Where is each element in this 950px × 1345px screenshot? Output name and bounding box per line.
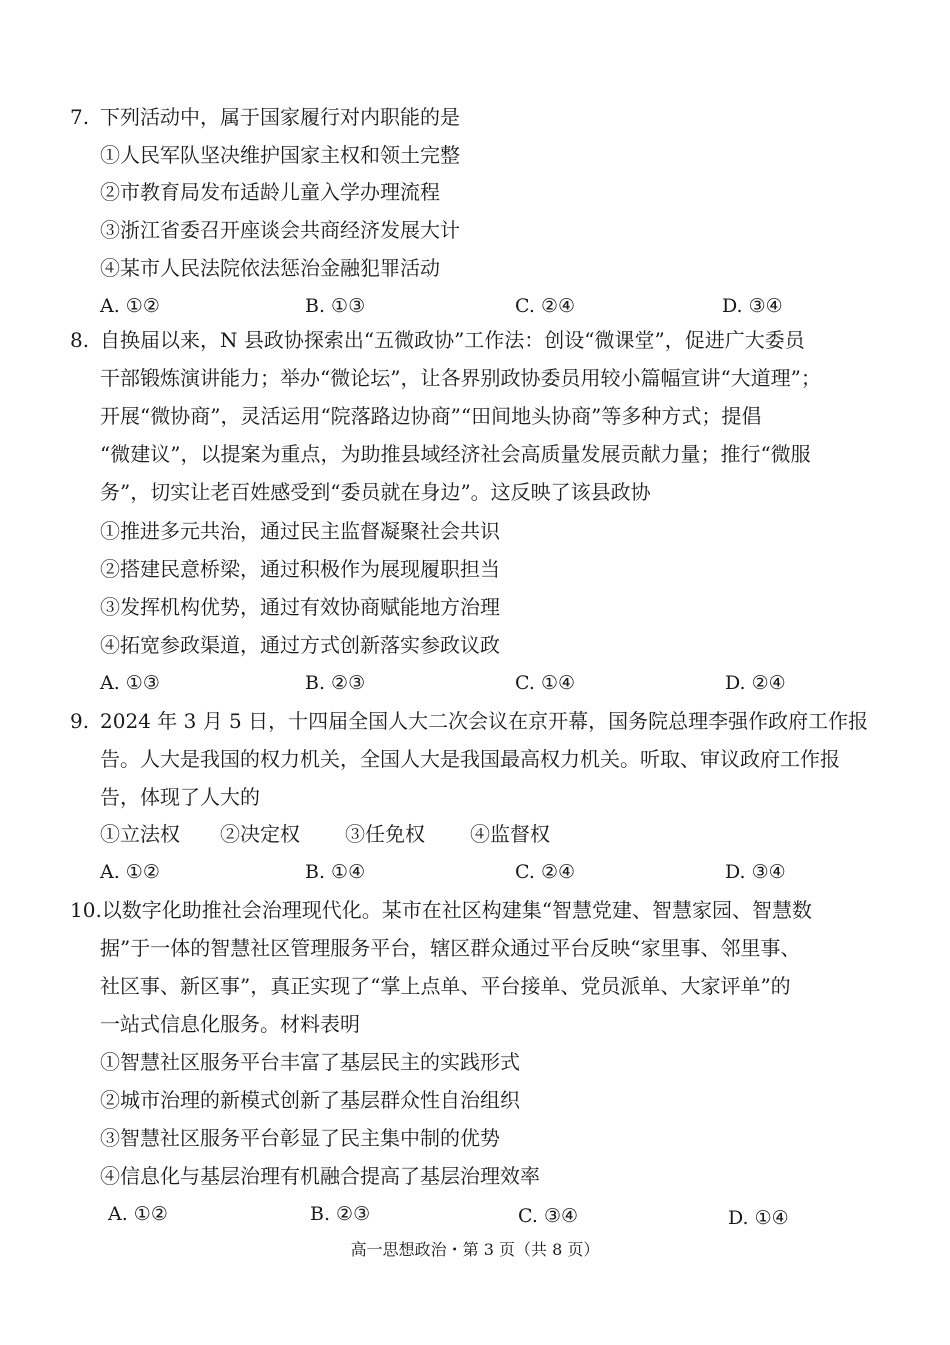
question-9-option-2: ②决定权 [220,822,300,846]
question-10-number: 10. [70,898,102,922]
question-8-number: 8. [70,328,90,352]
question-7-line-1 [70,98,880,136]
question-8-line-2: 干部锻炼演讲能力；举办“微论坛”，让各界别政协委员用较小篇幅宣讲“大道理”； [100,366,821,390]
question-8-option-1: ①推进多元共治，通过民主监督凝聚社会共识 [100,519,500,543]
question-7-choice-b: B. ①③ [305,295,366,317]
question-8-option-3: ③发挥机构优势，通过有效协商赋能地方治理 [100,595,500,619]
question-10-line-4: 一站式信息化服务。材料表明 [100,1012,360,1036]
question-8-option-2: ②搭建民意桥梁，通过积极作为展现履职担当 [100,557,500,581]
question-7-option-2: ②市教育局发布适龄儿童入学办理流程 [100,180,440,204]
question-8-choice-a: A. ①③ [100,672,160,694]
question-9-choice-b: B. ①④ [305,861,366,883]
question-9-line-2: 告。人大是我国的权力机关，全国人大是我国最高权力机关。听取、审议政府工作报 [100,747,840,771]
question-10-choice-d: D. ①④ [728,1207,789,1229]
question-10-choice-a: A. ①② [108,1203,168,1225]
question-9-option-3: ③任免权 [345,822,425,846]
question-10-choice-c: C. ③④ [518,1205,579,1227]
question-9-stem [70,702,880,816]
question-10-line-3: 社区事、新区事”，真正实现了“掌上点单、平台接单、党员派单、大家评单”的 [100,974,791,998]
question-8-option-4: ④拓宽参政渠道，通过方式创新落实参政议政 [100,633,500,657]
question-8-choice-b: B. ②③ [305,672,366,694]
question-7-option-3: ③浙江省委召开座谈会共商经济发展大计 [100,218,460,242]
question-10-option-2: ②城市治理的新模式创新了基层群众性自治组织 [100,1088,520,1112]
question-10-stem [70,891,880,1043]
question-8-choice-d: D. ②④ [725,672,786,694]
question-7-option-1: ①人民军队坚决维护国家主权和领土完整 [100,143,460,167]
question-9-option-1: ①立法权 [100,822,180,846]
question-9-choice-d: D. ③④ [725,861,786,883]
question-8-line-1 [70,321,880,359]
page-footer: 高一思想政治・第 3 页（共 8 页） [350,1240,600,1259]
question-10-option-3: ③智慧社区服务平台彰显了民主集中制的优势 [100,1126,500,1150]
question-10-choice-b: B. ②③ [310,1203,371,1225]
question-9-text-1: 2024 年 3 月 5 日，十四届全国人大二次会议在京开幕，国务院总理李强作政府工作报 [100,709,869,733]
question-9-option-4: ④监督权 [470,822,550,846]
question-10-text-1: 以数字化助推社会治理现代化。某市在社区构建集“智慧党建、智慧家园、智慧数 [101,898,813,922]
question-8-text-1: 自换届以来，N 县政协探索出“五微政协”工作法：创设“微课堂”，促进广大委员 [100,328,805,352]
question-10-option-1: ①智慧社区服务平台丰富了基层民主的实践形式 [100,1050,520,1074]
question-7-text: 下列活动中，属于国家履行对内职能的是 [100,105,460,129]
question-7-stem [70,98,880,136]
question-10-line-1 [70,891,880,929]
question-8-stem [70,321,880,511]
question-8-line-3: 开展“微协商”，灵活运用“院落路边协商”“田间地头协商”等多种方式；提倡 [100,404,762,428]
question-7-choice-a: A. ①② [100,295,160,317]
question-9-choice-c: C. ②④ [515,861,576,883]
question-9-number: 9. [70,709,90,733]
question-10-option-4: ④信息化与基层治理有机融合提高了基层治理效率 [100,1164,540,1188]
question-8-line-5: 务”，切实让老百姓感受到“委员就在身边”。这反映了该县政协 [100,480,651,504]
question-8-line-4: “微建议”，以提案为重点，为助推县域经济社会高质量发展贡献力量；推行“微服 [100,442,811,466]
question-7-option-4: ④某市人民法院依法惩治金融犯罪活动 [100,256,440,280]
question-8-choice-c: C. ①④ [515,672,576,694]
question-7-choice-d: D. ③④ [722,295,783,317]
question-9-line-1 [70,702,880,740]
question-9-line-3: 告，体现了人大的 [100,785,260,809]
question-9-choice-a: A. ①② [100,861,160,883]
question-10-line-2: 据”于一体的智慧社区管理服务平台，辖区群众通过平台反映“家里事、邻里事、 [100,936,801,960]
question-7-number: 7. [70,105,90,129]
question-7-choice-c: C. ②④ [515,295,576,317]
